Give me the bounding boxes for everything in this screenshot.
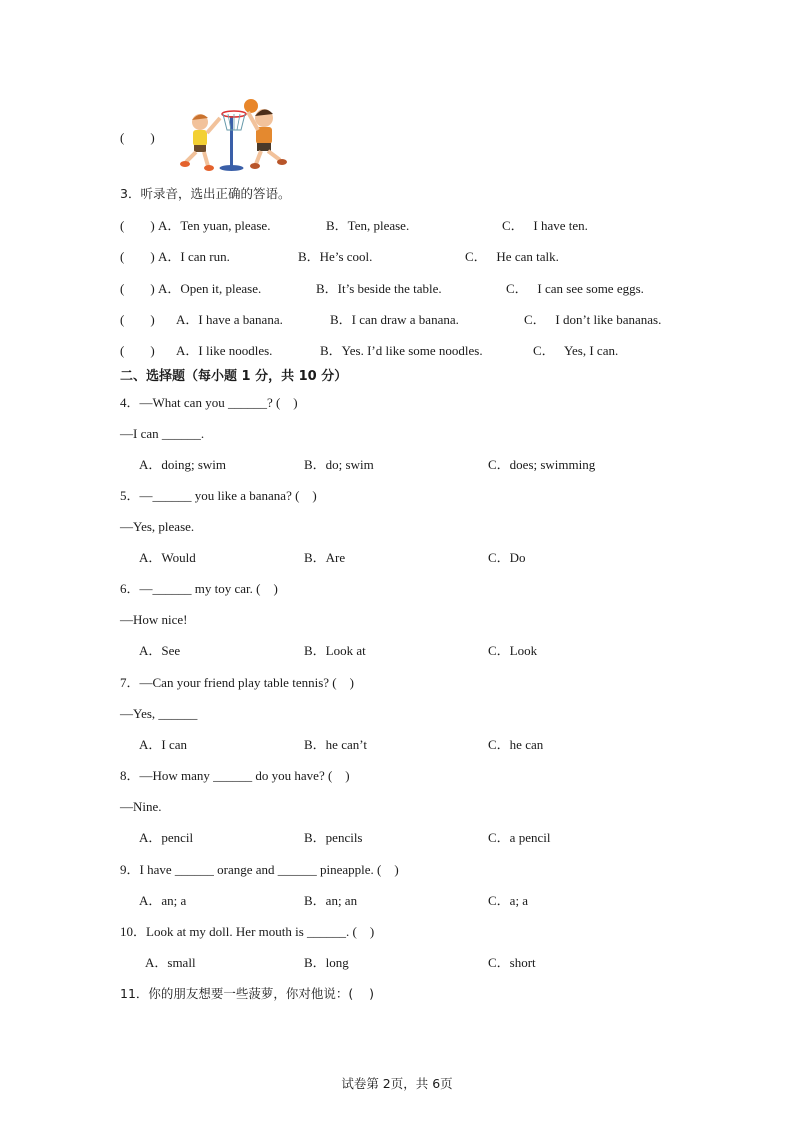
option-b[interactable]: B．Are — [304, 550, 346, 565]
option-c[interactable]: C．a; a — [488, 893, 529, 908]
question-reply: —Nine. — [120, 799, 162, 814]
option-c: C． I have ten. — [502, 218, 588, 233]
option-c[interactable]: C．he can — [488, 737, 544, 752]
option-a[interactable]: A．doing; swim — [139, 457, 227, 472]
question-stem: 10．Look at my doll. Her mouth is ______. ( ) — [120, 924, 375, 939]
question-reply: —How nice! — [120, 612, 188, 627]
answer-bracket[interactable]: ( ) — [120, 312, 155, 327]
option-b[interactable]: B．long — [304, 955, 349, 970]
kids-basketball-icon — [176, 96, 290, 174]
option-c: C． I don’t like bananas. — [524, 312, 662, 327]
question-stem: 7．—Can your friend play table tennis? ( ) — [120, 675, 354, 690]
option-c[interactable]: C．Look — [488, 643, 538, 658]
option-c[interactable]: C．does; swimming — [488, 457, 596, 472]
option-b: B．I can draw a banana. — [330, 312, 459, 327]
question-3-heading: 3．听录音，选出正确的答语。 — [120, 186, 291, 201]
option-a[interactable]: A．small — [145, 955, 196, 970]
option-b: B．Ten, please. — [326, 218, 410, 233]
answer-bracket[interactable]: ( ) — [120, 249, 155, 264]
option-a: A．I have a banana. — [176, 312, 283, 327]
question-stem: 11．你的朋友想要一些菠萝，你对他说：( ) — [120, 986, 375, 1001]
question-stem: 9．I have ______ orange and ______ pineapple. ( ) — [120, 862, 399, 877]
answer-bracket[interactable]: ( ) — [120, 281, 155, 296]
option-b: B．Yes. I’d like some noodles. — [320, 343, 483, 358]
question-stem: 4．—What can you ______? ( ) — [120, 395, 298, 410]
option-a: A．Ten yuan, please. — [158, 218, 271, 233]
option-b: B．He’s cool. — [298, 249, 373, 264]
question-stem: 8．—How many ______ do you have? ( ) — [120, 768, 350, 783]
question-reply: —Yes, ______ — [120, 706, 198, 721]
section-title: 二、选择题（每小题 1 分，共 10 分） — [120, 369, 348, 384]
option-a: A．Open it, please. — [158, 281, 262, 296]
option-c[interactable]: C．short — [488, 955, 536, 970]
answer-bracket[interactable]: ( ) — [120, 343, 155, 358]
option-b[interactable]: B．an; an — [304, 893, 358, 908]
option-c: C． He can talk. — [465, 249, 559, 264]
option-b[interactable]: B．he can’t — [304, 737, 367, 752]
option-a[interactable]: A．pencil — [139, 830, 194, 845]
option-a: A．I can run. — [158, 249, 230, 264]
answer-bracket[interactable]: ( ) — [120, 130, 155, 145]
question-stem: 5．—______ you like a banana? ( ) — [120, 488, 317, 503]
option-b[interactable]: B．do; swim — [304, 457, 374, 472]
option-c: C． I can see some eggs. — [506, 281, 644, 296]
option-a[interactable]: A．See — [139, 643, 181, 658]
option-b[interactable]: B．pencils — [304, 830, 363, 845]
option-a[interactable]: A．Would — [139, 550, 196, 565]
option-c[interactable]: C．Do — [488, 550, 526, 565]
answer-bracket[interactable]: ( ) — [120, 218, 155, 233]
option-a[interactable]: A．an; a — [139, 893, 187, 908]
option-b: B．It’s beside the table. — [316, 281, 442, 296]
question-reply: —Yes, please. — [120, 519, 195, 534]
question-reply: —I can ______. — [120, 426, 205, 441]
option-c[interactable]: C．a pencil — [488, 830, 551, 845]
option-b[interactable]: B．Look at — [304, 643, 366, 658]
question-stem: 6．—______ my toy car. ( ) — [120, 581, 278, 596]
option-c: C． Yes, I can. — [533, 343, 619, 358]
page-footer: 试卷第 2页，共 6页 — [341, 1076, 453, 1091]
option-a[interactable]: A．I can — [139, 737, 188, 752]
option-a: A．I like noodles. — [176, 343, 273, 358]
